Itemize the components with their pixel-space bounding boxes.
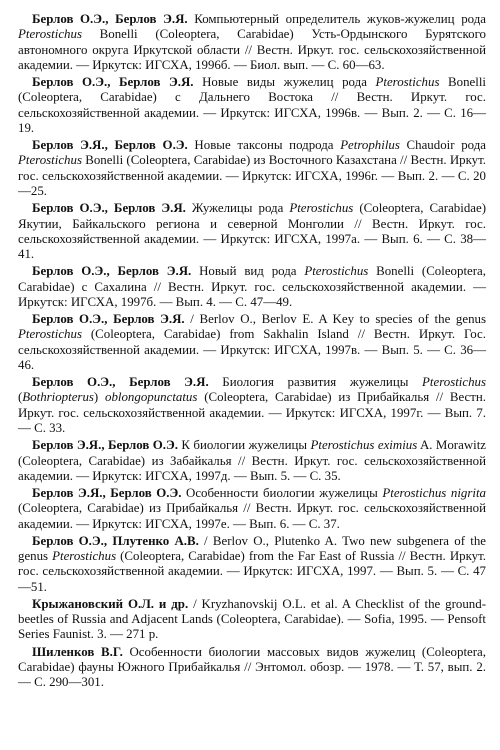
reference-text: Особенности биологии массовых видов жужелиц (Coleoptera, Carabidae) фауны Южного Прибайкалья // Энтомол. обозр. — 1978. — Т. 57, вып. 2. — С. 290—301. <box>18 644 486 690</box>
reference-entry <box>18 534 486 595</box>
taxon-name: oblongopunctatus <box>105 390 198 405</box>
reference-entry <box>18 75 486 136</box>
taxon-name: Pterostichus <box>18 27 82 42</box>
taxon-name: Pterostichus <box>375 75 440 90</box>
reference-text: Bonelli (Coleoptera, Carabidae) с Дальнего Востока // Вестн. Иркут. гос. сельскохозяйственной академии. — Иркутск: ИГСХА, 1996в. — Вып. 2. — С. 16—19. <box>18 75 487 135</box>
reference-text: ( <box>18 390 23 405</box>
reference-text: ) <box>93 390 106 405</box>
taxon-name: Pterostichus <box>289 201 354 216</box>
reference-list <box>18 12 486 691</box>
reference-text: Компьютерный определитель жуков-жужелиц рода <box>187 12 486 26</box>
reference-entry <box>18 138 486 199</box>
reference-authors: Крыжановский О.Л. и др. <box>32 596 189 611</box>
reference-text: Bonelli (Coleoptera, Carabidae) Усть-Ордынского Бурятского автономного округа Иркутской области // Вестн. Иркут. гос. сельскохозяйственной академии. — Иркутск: ИГСХА, 1996б. — Биол. вып. — С. 60—63. <box>18 27 486 72</box>
taxon-name: Pterostichus <box>304 264 369 279</box>
taxon-name: Pterostichus <box>18 153 82 168</box>
reference-text: Новые таксоны подрода <box>187 138 341 153</box>
reference-text: (Coleoptera, Carabidae) from Sakhalin Island // Вестн. Иркут. Гос. сельскохозяйственной академии. — Иркутск: ИГСХА, 1997в. — Вып. 5. — С. 36—46. <box>18 327 486 372</box>
reference-text: Биология развития жужелицы <box>208 375 423 390</box>
reference-authors: Берлов О.Э., Берлов Э.Я. <box>32 312 185 327</box>
reference-text: К биологии жужелицы <box>178 438 311 453</box>
reference-authors: Берлов О.Э., Берлов Э.Я. <box>32 12 188 26</box>
reference-authors: Берлов О.Э., Берлов Э.Я. <box>32 201 186 216</box>
reference-text: (Coleoptera, Carabidae) Якутии, Байкальского региона и северной Монголии // Вестн. Иркут. гос. сельскохозяйственной академии. — Иркутск: ИГСХА, 1997а. — Вып. 6. — С. 38—41. <box>18 201 487 262</box>
reference-authors: Берлов Э.Я., Берлов О.Э. <box>32 486 182 501</box>
reference-text: Новые виды жужелиц рода <box>193 75 376 90</box>
reference-text: (Coleoptera, Carabidae) из Прибайкалья // Вестн. Иркут. гос. сельскохозяйственной академии. — Иркутск: ИГСХА, 1997г. — Вып. 7. — С. 33. <box>18 390 486 436</box>
reference-authors: Берлов О.Э., Плутенко А.В. <box>32 533 199 548</box>
reference-text: (Coleoptera, Carabidae) from the Far East of Russia // Вестн. Иркут. гос. сельскохозяйственной академии. — Иркутск: ИГСХА, 1997. — Вып. 5. — С. 47—51. <box>18 549 486 594</box>
reference-authors: Берлов О.Э., Берлов Э.Я. <box>32 75 194 90</box>
reference-text: Особенности биологии жужелицы <box>181 486 383 501</box>
reference-text: Жужелицы рода <box>185 201 290 216</box>
reference-entry <box>18 597 486 643</box>
reference-entry <box>18 486 486 532</box>
reference-entry <box>18 12 486 73</box>
reference-authors: Берлов Э.Я., Берлов О.Э. <box>32 138 188 153</box>
taxon-name: Pterostichus <box>52 549 117 564</box>
reference-authors: Шиленков В.Г. <box>32 644 123 659</box>
reference-entry <box>18 201 486 262</box>
reference-text: / Berlov O., Berlov E. A Key to species of the genus <box>184 312 487 327</box>
reference-text: Bonelli (Coleoptera, Carabidae) с Сахалина // Вестн. Иркут. гос. сельскохозяйственной академии. — Иркутск: ИГСХА, 1997б. — Вып. 4. — С. 47—49. <box>18 264 486 309</box>
reference-entry <box>18 375 486 436</box>
reference-text: A. Morawitz (Coleoptera, Carabidae) из Забайкалья // Вестн. Иркут. гос. сельскохозяйственной академии. — Иркутск: ИГСХА, 1997д. — Вып. 5. — С. 35. <box>18 438 487 483</box>
taxon-name: Bothriopterus <box>22 390 94 405</box>
taxon-name: Pterostichus <box>422 375 486 390</box>
reference-entry <box>18 312 486 373</box>
taxon-name: Pterostichus nigrita <box>382 486 486 501</box>
reference-text: Chaudoir рода <box>399 138 486 153</box>
reference-text: Bonelli (Coleoptera, Carabidae) из Восточного Казахстана // Вестн. Иркут. гос. сельскохозяйственной академии. — Иркутск: ИГСХА, 1996г. — Вып. 2. — С. 20—25. <box>18 153 486 199</box>
reference-entry <box>18 264 486 310</box>
reference-entry <box>18 645 486 691</box>
reference-text: / Berlov O., Plutenko A. Two new subgenera of the genus <box>18 533 486 564</box>
taxon-name: Pterostichus eximius <box>310 438 418 453</box>
taxon-name: Pterostichus <box>18 327 82 342</box>
reference-authors: Берлов О.Э., Берлов Э.Я. <box>32 264 192 279</box>
reference-text: / Kryzhanovskij O.L. et al. A Checklist of the ground-beetles of Russia and Adjacent Lands (Coleoptera, Carabidae). — Sofia, 1995. — Pensoft Series Faunist. 3. — 271 p. <box>18 596 486 642</box>
reference-authors: Берлов Э.Я., Берлов О.Э. <box>32 438 178 453</box>
reference-authors: Берлов О.Э., Берлов Э.Я. <box>32 375 209 390</box>
taxon-name: Petrophilus <box>340 138 400 153</box>
reference-text: (Coleoptera, Carabidae) из Прибайкалья // Вестн. Иркут. гос. сельскохозяйственной академии. — Иркутск: ИГСХА, 1997е. — Вып. 6. — С. 37. <box>18 501 486 531</box>
reference-entry <box>18 438 486 484</box>
reference-text: Новый вид рода <box>191 264 305 279</box>
